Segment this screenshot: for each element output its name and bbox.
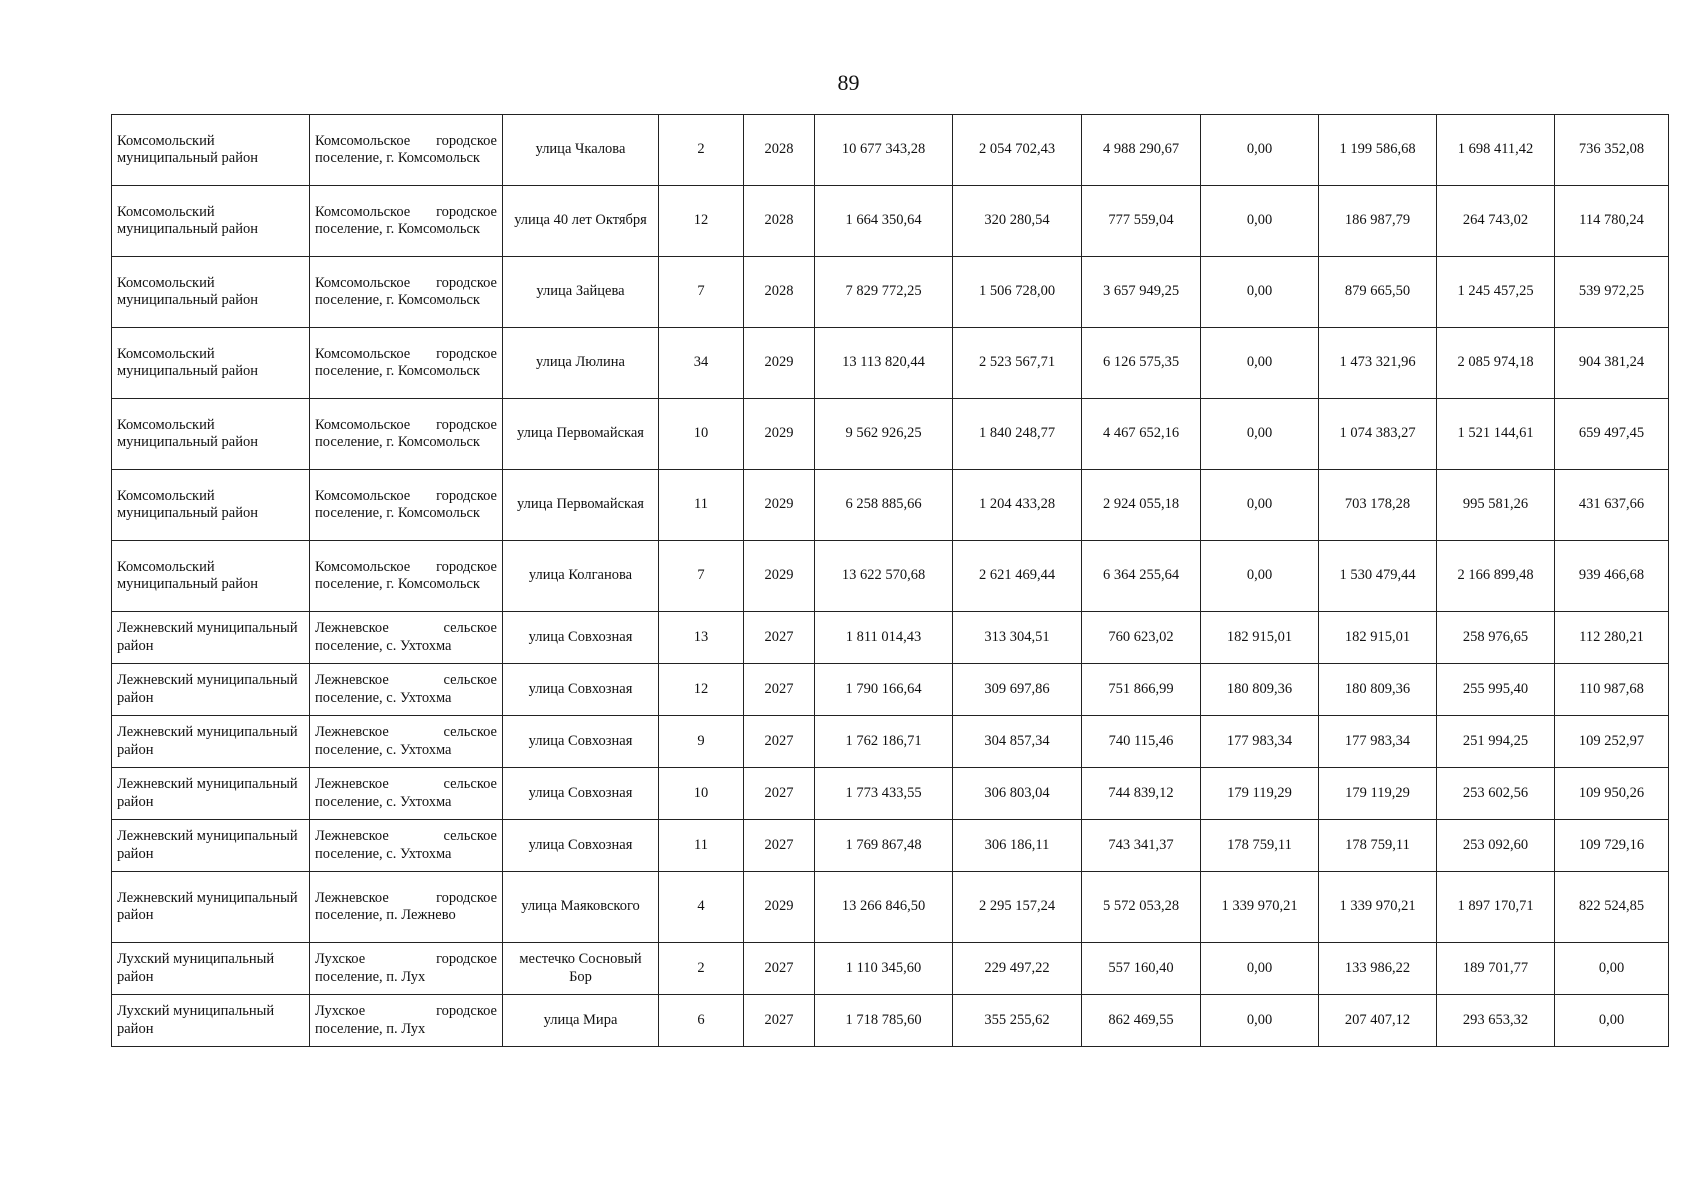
amount-cell: 320 280,54: [953, 186, 1082, 257]
amount-cell: 3 657 949,25: [1082, 257, 1201, 328]
amount-cell: 1 521 144,61: [1437, 399, 1555, 470]
amount-cell: 1 204 433,28: [953, 470, 1082, 541]
house-number-cell: 7: [659, 257, 744, 328]
amount-cell: 189 701,77: [1437, 943, 1555, 995]
amount-cell: 2 054 702,43: [953, 115, 1082, 186]
amount-cell: 744 839,12: [1082, 768, 1201, 820]
street-cell: улица Чкалова: [503, 115, 659, 186]
table-row: [112, 768, 1669, 820]
settlement-cell: Лежневское сельское поселение, с. Ухтохма: [310, 612, 503, 664]
amount-cell: 1 074 383,27: [1319, 399, 1437, 470]
street-cell: улица Зайцева: [503, 257, 659, 328]
amount-cell: 777 559,04: [1082, 186, 1201, 257]
street-cell: улица Совхозная: [503, 612, 659, 664]
amount-cell: 309 697,86: [953, 664, 1082, 716]
amount-cell: 180 809,36: [1201, 664, 1319, 716]
table-row: [112, 186, 1669, 257]
house-number-cell: 11: [659, 820, 744, 872]
amount-cell: 2 523 567,71: [953, 328, 1082, 399]
amount-cell: 110 987,68: [1555, 664, 1669, 716]
total-cost-cell: 1 718 785,60: [815, 995, 953, 1047]
year-cell: 2027: [744, 612, 815, 664]
street-cell: улица Колганова: [503, 541, 659, 612]
year-cell: 2027: [744, 664, 815, 716]
year-cell: 2027: [744, 716, 815, 768]
table-row: [112, 820, 1669, 872]
amount-cell: 355 255,62: [953, 995, 1082, 1047]
table-row: [112, 399, 1669, 470]
house-number-cell: 13: [659, 612, 744, 664]
amount-cell: 0,00: [1201, 328, 1319, 399]
amount-cell: 253 092,60: [1437, 820, 1555, 872]
district-cell: Лухский муниципальный район: [112, 995, 310, 1047]
settlement-cell: Лухское городское поселение, п. Лух: [310, 943, 503, 995]
district-cell: Комсомольский муниципальный район: [112, 186, 310, 257]
house-number-cell: 6: [659, 995, 744, 1047]
amount-cell: 0,00: [1201, 399, 1319, 470]
table-row: [112, 664, 1669, 716]
amount-cell: 133 986,22: [1319, 943, 1437, 995]
amount-cell: 4 467 652,16: [1082, 399, 1201, 470]
total-cost-cell: 13 622 570,68: [815, 541, 953, 612]
total-cost-cell: 1 664 350,64: [815, 186, 953, 257]
street-cell: улица Первомайская: [503, 399, 659, 470]
amount-cell: 1 840 248,77: [953, 399, 1082, 470]
amount-cell: 109 252,97: [1555, 716, 1669, 768]
settlement-cell: Комсомольское городское поселение, г. Комсомольск: [310, 328, 503, 399]
district-cell: Лежневский муниципальный район: [112, 872, 310, 943]
amount-cell: 557 160,40: [1082, 943, 1201, 995]
amount-cell: 264 743,02: [1437, 186, 1555, 257]
street-cell: улица Мира: [503, 995, 659, 1047]
amount-cell: 904 381,24: [1555, 328, 1669, 399]
settlement-cell: Лухское городское поселение, п. Лух: [310, 995, 503, 1047]
amount-cell: 1 530 479,44: [1319, 541, 1437, 612]
amount-cell: 304 857,34: [953, 716, 1082, 768]
amount-cell: 253 602,56: [1437, 768, 1555, 820]
table-row: [112, 115, 1669, 186]
settlement-cell: Комсомольское городское поселение, г. Комсомольск: [310, 399, 503, 470]
amount-cell: 2 085 974,18: [1437, 328, 1555, 399]
district-cell: Лухский муниципальный район: [112, 943, 310, 995]
total-cost-cell: 13 113 820,44: [815, 328, 953, 399]
amount-cell: 293 653,32: [1437, 995, 1555, 1047]
settlement-cell: Комсомольское городское поселение, г. Комсомольск: [310, 541, 503, 612]
amount-cell: 1 245 457,25: [1437, 257, 1555, 328]
settlement-cell: Лежневское сельское поселение, с. Ухтохма: [310, 768, 503, 820]
amount-cell: 995 581,26: [1437, 470, 1555, 541]
street-cell: улица 40 лет Октября: [503, 186, 659, 257]
amount-cell: 431 637,66: [1555, 470, 1669, 541]
settlement-cell: Комсомольское городское поселение, г. Комсомольск: [310, 470, 503, 541]
amount-cell: 4 988 290,67: [1082, 115, 1201, 186]
district-cell: Комсомольский муниципальный район: [112, 541, 310, 612]
year-cell: 2027: [744, 995, 815, 1047]
amount-cell: 0,00: [1201, 257, 1319, 328]
settlement-cell: Комсомольское городское поселение, г. Комсомольск: [310, 186, 503, 257]
amount-cell: 178 759,11: [1319, 820, 1437, 872]
district-cell: Лежневский муниципальный район: [112, 612, 310, 664]
amount-cell: 0,00: [1201, 115, 1319, 186]
district-cell: Лежневский муниципальный район: [112, 716, 310, 768]
amount-cell: 862 469,55: [1082, 995, 1201, 1047]
total-cost-cell: 10 677 343,28: [815, 115, 953, 186]
amount-cell: 1 506 728,00: [953, 257, 1082, 328]
settlement-cell: Лежневское сельское поселение, с. Ухтохма: [310, 716, 503, 768]
house-number-cell: 7: [659, 541, 744, 612]
house-number-cell: 12: [659, 186, 744, 257]
district-cell: Лежневский муниципальный район: [112, 664, 310, 716]
year-cell: 2027: [744, 943, 815, 995]
settlement-cell: Комсомольское городское поселение, г. Комсомольск: [310, 115, 503, 186]
amount-cell: 255 995,40: [1437, 664, 1555, 716]
house-number-cell: 10: [659, 768, 744, 820]
house-number-cell: 9: [659, 716, 744, 768]
amount-cell: 0,00: [1201, 186, 1319, 257]
amount-cell: 743 341,37: [1082, 820, 1201, 872]
house-number-cell: 34: [659, 328, 744, 399]
amount-cell: 109 950,26: [1555, 768, 1669, 820]
total-cost-cell: 9 562 926,25: [815, 399, 953, 470]
year-cell: 2028: [744, 257, 815, 328]
settlement-cell: Лежневское городское поселение, п. Лежнево: [310, 872, 503, 943]
district-cell: Лежневский муниципальный район: [112, 820, 310, 872]
amount-cell: 822 524,85: [1555, 872, 1669, 943]
amount-cell: 0,00: [1555, 995, 1669, 1047]
data-table: [111, 114, 1669, 1047]
total-cost-cell: 1 790 166,64: [815, 664, 953, 716]
total-cost-cell: 1 773 433,55: [815, 768, 953, 820]
amount-cell: 306 803,04: [953, 768, 1082, 820]
table-row: [112, 541, 1669, 612]
total-cost-cell: 6 258 885,66: [815, 470, 953, 541]
year-cell: 2029: [744, 399, 815, 470]
table-body: [112, 115, 1669, 1047]
year-cell: 2027: [744, 768, 815, 820]
amount-cell: 760 623,02: [1082, 612, 1201, 664]
amount-cell: 659 497,45: [1555, 399, 1669, 470]
amount-cell: 112 280,21: [1555, 612, 1669, 664]
amount-cell: 180 809,36: [1319, 664, 1437, 716]
amount-cell: 109 729,16: [1555, 820, 1669, 872]
amount-cell: 1 339 970,21: [1201, 872, 1319, 943]
page-number: 89: [837, 70, 860, 95]
amount-cell: 2 621 469,44: [953, 541, 1082, 612]
year-cell: 2029: [744, 328, 815, 399]
amount-cell: 879 665,50: [1319, 257, 1437, 328]
amount-cell: 313 304,51: [953, 612, 1082, 664]
amount-cell: 182 915,01: [1201, 612, 1319, 664]
amount-cell: 1 698 411,42: [1437, 115, 1555, 186]
amount-cell: 1 897 170,71: [1437, 872, 1555, 943]
table-row: [112, 872, 1669, 943]
amount-cell: 2 295 157,24: [953, 872, 1082, 943]
house-number-cell: 4: [659, 872, 744, 943]
settlement-cell: Комсомольское городское поселение, г. Комсомольск: [310, 257, 503, 328]
table-row: [112, 257, 1669, 328]
amount-cell: 2 924 055,18: [1082, 470, 1201, 541]
table-row: [112, 470, 1669, 541]
amount-cell: 251 994,25: [1437, 716, 1555, 768]
street-cell: улица Люлина: [503, 328, 659, 399]
district-cell: Комсомольский муниципальный район: [112, 399, 310, 470]
amount-cell: 751 866,99: [1082, 664, 1201, 716]
table-row: [112, 612, 1669, 664]
table-row: [112, 943, 1669, 995]
house-number-cell: 2: [659, 115, 744, 186]
amount-cell: 179 119,29: [1201, 768, 1319, 820]
amount-cell: 2 166 899,48: [1437, 541, 1555, 612]
amount-cell: 0,00: [1201, 943, 1319, 995]
amount-cell: 178 759,11: [1201, 820, 1319, 872]
house-number-cell: 10: [659, 399, 744, 470]
total-cost-cell: 1 110 345,60: [815, 943, 953, 995]
year-cell: 2028: [744, 115, 815, 186]
amount-cell: 306 186,11: [953, 820, 1082, 872]
amount-cell: 182 915,01: [1319, 612, 1437, 664]
house-number-cell: 11: [659, 470, 744, 541]
street-cell: местечко Сосновый Бор: [503, 943, 659, 995]
year-cell: 2027: [744, 820, 815, 872]
total-cost-cell: 1 811 014,43: [815, 612, 953, 664]
table-row: [112, 995, 1669, 1047]
amount-cell: 258 976,65: [1437, 612, 1555, 664]
house-number-cell: 12: [659, 664, 744, 716]
amount-cell: 703 178,28: [1319, 470, 1437, 541]
street-cell: улица Первомайская: [503, 470, 659, 541]
year-cell: 2029: [744, 872, 815, 943]
amount-cell: 1 473 321,96: [1319, 328, 1437, 399]
year-cell: 2028: [744, 186, 815, 257]
amount-cell: 736 352,08: [1555, 115, 1669, 186]
amount-cell: 1 199 586,68: [1319, 115, 1437, 186]
street-cell: улица Совхозная: [503, 716, 659, 768]
amount-cell: 114 780,24: [1555, 186, 1669, 257]
amount-cell: 177 983,34: [1201, 716, 1319, 768]
district-cell: Комсомольский муниципальный район: [112, 257, 310, 328]
amount-cell: 0,00: [1555, 943, 1669, 995]
amount-cell: 5 572 053,28: [1082, 872, 1201, 943]
amount-cell: 1 339 970,21: [1319, 872, 1437, 943]
amount-cell: 229 497,22: [953, 943, 1082, 995]
amount-cell: 179 119,29: [1319, 768, 1437, 820]
total-cost-cell: 7 829 772,25: [815, 257, 953, 328]
settlement-cell: Лежневское сельское поселение, с. Ухтохма: [310, 664, 503, 716]
amount-cell: 207 407,12: [1319, 995, 1437, 1047]
amount-cell: 939 466,68: [1555, 541, 1669, 612]
year-cell: 2029: [744, 541, 815, 612]
amount-cell: 0,00: [1201, 470, 1319, 541]
street-cell: улица Совхозная: [503, 820, 659, 872]
house-number-cell: 2: [659, 943, 744, 995]
amount-cell: 740 115,46: [1082, 716, 1201, 768]
district-cell: Комсомольский муниципальный район: [112, 115, 310, 186]
total-cost-cell: 1 769 867,48: [815, 820, 953, 872]
year-cell: 2029: [744, 470, 815, 541]
total-cost-cell: 13 266 846,50: [815, 872, 953, 943]
amount-cell: 186 987,79: [1319, 186, 1437, 257]
amount-cell: 539 972,25: [1555, 257, 1669, 328]
street-cell: улица Маяковского: [503, 872, 659, 943]
total-cost-cell: 1 762 186,71: [815, 716, 953, 768]
amount-cell: 177 983,34: [1319, 716, 1437, 768]
district-cell: Комсомольский муниципальный район: [112, 470, 310, 541]
amount-cell: 0,00: [1201, 541, 1319, 612]
district-cell: Лежневский муниципальный район: [112, 768, 310, 820]
amount-cell: 6 364 255,64: [1082, 541, 1201, 612]
street-cell: улица Совхозная: [503, 768, 659, 820]
amount-cell: 6 126 575,35: [1082, 328, 1201, 399]
district-cell: Комсомольский муниципальный район: [112, 328, 310, 399]
street-cell: улица Совхозная: [503, 664, 659, 716]
table-row: [112, 328, 1669, 399]
amount-cell: 0,00: [1201, 995, 1319, 1047]
table-row: [112, 716, 1669, 768]
settlement-cell: Лежневское сельское поселение, с. Ухтохма: [310, 820, 503, 872]
